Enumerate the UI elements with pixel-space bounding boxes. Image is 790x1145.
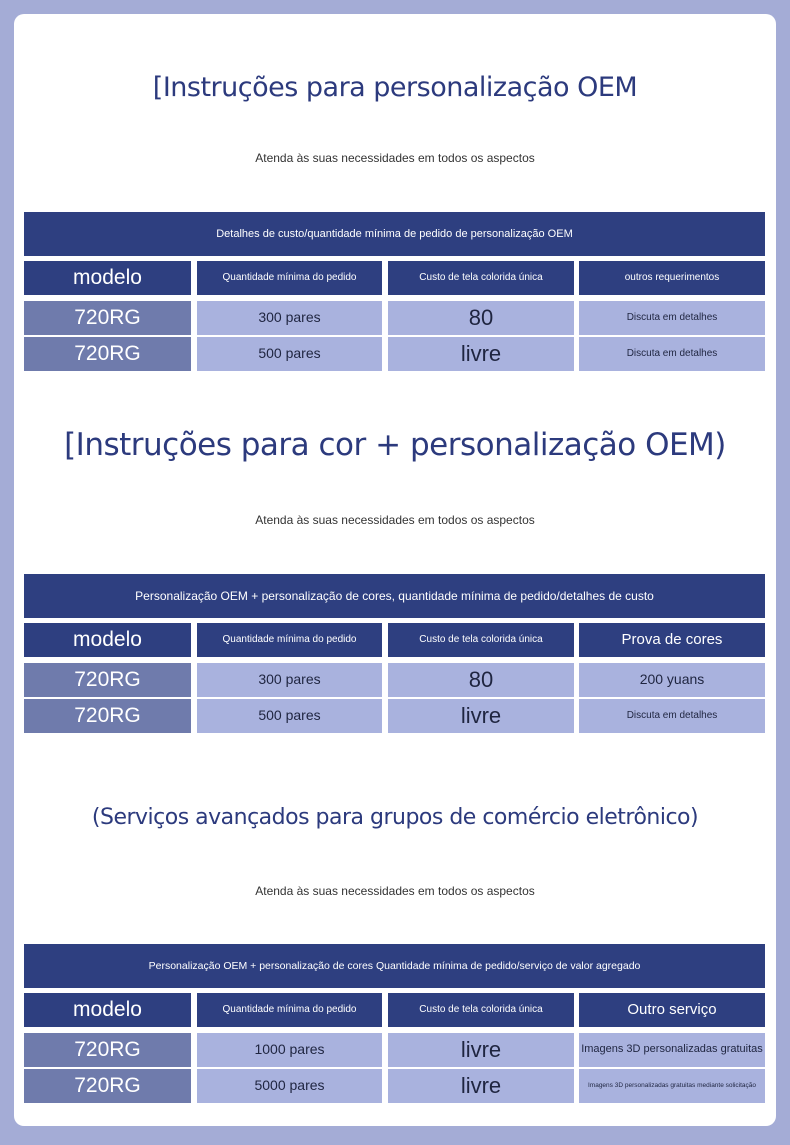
cell-screen-cost: livre bbox=[388, 337, 574, 371]
table-title: Detalhes de custo/quantidade mínima de pedido de personalização OEM bbox=[24, 212, 765, 256]
table-row bbox=[24, 699, 765, 733]
header-screen-cost: Custo de tela colorida única bbox=[388, 993, 574, 1027]
header-model: modelo bbox=[24, 993, 191, 1027]
cell-model: 720RG bbox=[24, 699, 191, 733]
section-subtitle: Atenda às suas necessidades em todos os aspectos bbox=[255, 151, 535, 165]
table-row bbox=[24, 337, 765, 371]
cell-min-order: 500 pares bbox=[197, 699, 382, 733]
cell-min-order: 300 pares bbox=[197, 663, 382, 697]
cell-min-order: 1000 pares bbox=[197, 1033, 382, 1067]
cell-screen-cost: 80 bbox=[388, 301, 574, 335]
cell-model: 720RG bbox=[24, 1033, 191, 1067]
cell-model: 720RG bbox=[24, 663, 191, 697]
cell-min-order: 5000 pares bbox=[197, 1069, 382, 1103]
section-subtitle: Atenda às suas necessidades em todos os aspectos bbox=[255, 884, 535, 898]
header-color-proof: Prova de cores bbox=[579, 623, 765, 657]
table-title: Personalização OEM + personalização de cores, quantidade mínima de pedido/detalhes de custo bbox=[24, 574, 765, 618]
cell-model: 720RG bbox=[24, 1069, 191, 1103]
section-title: [Instruções para cor + personalização OEM) bbox=[64, 427, 726, 463]
section-title: [Instruções para personalização OEM bbox=[152, 72, 638, 103]
cell-min-order: 500 pares bbox=[197, 337, 382, 371]
table-row bbox=[24, 301, 765, 335]
header-min-order: Quantidade mínima do pedido bbox=[197, 993, 382, 1027]
cell-color-proof: 200 yuans bbox=[579, 663, 765, 697]
table-row bbox=[24, 1069, 765, 1103]
header-min-order: Quantidade mínima do pedido bbox=[197, 261, 382, 295]
cell-other-service: Imagens 3D personalizadas gratuitas mediante solicitação bbox=[579, 1069, 765, 1103]
header-model: modelo bbox=[24, 623, 191, 657]
header-model: modelo bbox=[24, 261, 191, 295]
table-title: Personalização OEM + personalização de cores Quantidade mínima de pedido/serviço de valor agregado bbox=[24, 944, 765, 988]
header-screen-cost: Custo de tela colorida única bbox=[388, 623, 574, 657]
cell-screen-cost: livre bbox=[388, 1069, 574, 1103]
table-header-row bbox=[24, 993, 765, 1027]
cell-screen-cost: 80 bbox=[388, 663, 574, 697]
table-header-row bbox=[24, 623, 765, 657]
header-other: outros requerimentos bbox=[579, 261, 765, 295]
section-subtitle: Atenda às suas necessidades em todos os aspectos bbox=[255, 513, 535, 527]
cell-model: 720RG bbox=[24, 337, 191, 371]
cell-model: 720RG bbox=[24, 301, 191, 335]
cell-screen-cost: livre bbox=[388, 1033, 574, 1067]
header-min-order: Quantidade mínima do pedido bbox=[197, 623, 382, 657]
table-row bbox=[24, 663, 765, 697]
cell-screen-cost: livre bbox=[388, 699, 574, 733]
header-other-service: Outro serviço bbox=[579, 993, 765, 1027]
cell-min-order: 300 pares bbox=[197, 301, 382, 335]
cell-other: Discuta em detalhes bbox=[579, 301, 765, 335]
content-card bbox=[14, 14, 776, 1126]
table-header-row bbox=[24, 261, 765, 295]
table-row bbox=[24, 1033, 765, 1067]
cell-other: Discuta em detalhes bbox=[579, 337, 765, 371]
header-screen-cost: Custo de tela colorida única bbox=[388, 261, 574, 295]
section-title: (Serviços avançados para grupos de comércio eletrônico) bbox=[91, 805, 699, 830]
cell-other-service: Imagens 3D personalizadas gratuitas bbox=[579, 1033, 765, 1067]
cell-color-proof: Discuta em detalhes bbox=[579, 699, 765, 733]
